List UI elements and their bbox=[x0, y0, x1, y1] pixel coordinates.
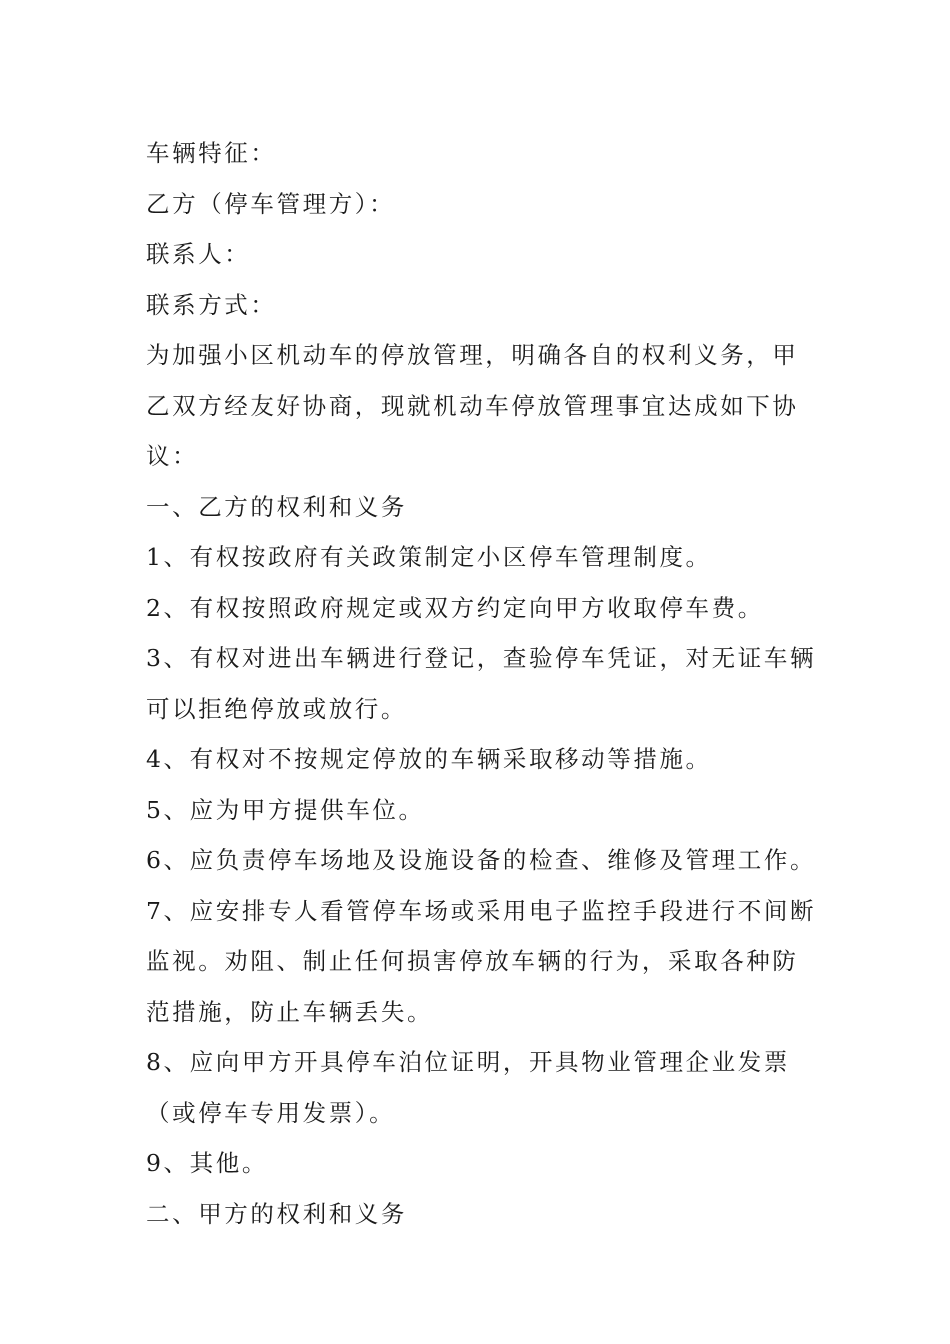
clause-item: 1、有权按政府有关政策制定小区停车管理制度。 bbox=[146, 543, 712, 571]
clause-item-continued: 范措施，防止车辆丢失。 bbox=[146, 997, 434, 1026]
section-heading-party-b-rights: 一、乙方的权利和义务 bbox=[146, 492, 407, 521]
clause-item: 7、应安排专人看管停车场或采用电子监控手段进行不间断 bbox=[146, 896, 817, 925]
clause-item: 2、有权按照政府规定或双方约定向甲方收取停车费。 bbox=[146, 593, 764, 622]
clause-item-continued: （或停车专用发票）。 bbox=[146, 1098, 396, 1127]
clause-item: 6、应负责停车场地及设施设备的检查、维修及管理工作。 bbox=[146, 846, 817, 874]
clause-item-continued: 可以拒绝停放或放行。 bbox=[146, 694, 407, 723]
document-body bbox=[146, 128, 817, 1239]
clause-item-continued: 监视。劝阻、制止任何损害停放车辆的行为，采取各种防 bbox=[146, 947, 799, 975]
field-party-b: 乙方（停车管理方）： bbox=[146, 189, 396, 218]
field-vehicle-features: 车辆特征： bbox=[146, 139, 277, 167]
clause-item: 8、应向甲方开具停车泊位证明，开具物业管理企业发票 bbox=[146, 1048, 790, 1076]
clause-item: 4、有权对不按规定停放的车辆采取移动等措施。 bbox=[146, 745, 712, 773]
section-heading-party-a-rights: 二、甲方的权利和义务 bbox=[146, 1199, 407, 1228]
preamble-line: 为加强小区机动车的停放管理，明确各自的权利义务，甲 bbox=[146, 341, 799, 369]
preamble-line: 议： bbox=[146, 442, 199, 470]
field-contact-person: 联系人： bbox=[146, 240, 251, 268]
clause-item: 3、有权对进出车辆进行登记，查验停车凭证，对无证车辆 bbox=[146, 644, 817, 672]
field-contact-method: 联系方式： bbox=[146, 290, 277, 319]
clause-item: 5、应为甲方提供车位。 bbox=[146, 795, 425, 824]
clause-item: 9、其他。 bbox=[146, 1149, 268, 1177]
preamble-line: 乙双方经友好协商，现就机动车停放管理事宜达成如下协 bbox=[146, 391, 799, 420]
